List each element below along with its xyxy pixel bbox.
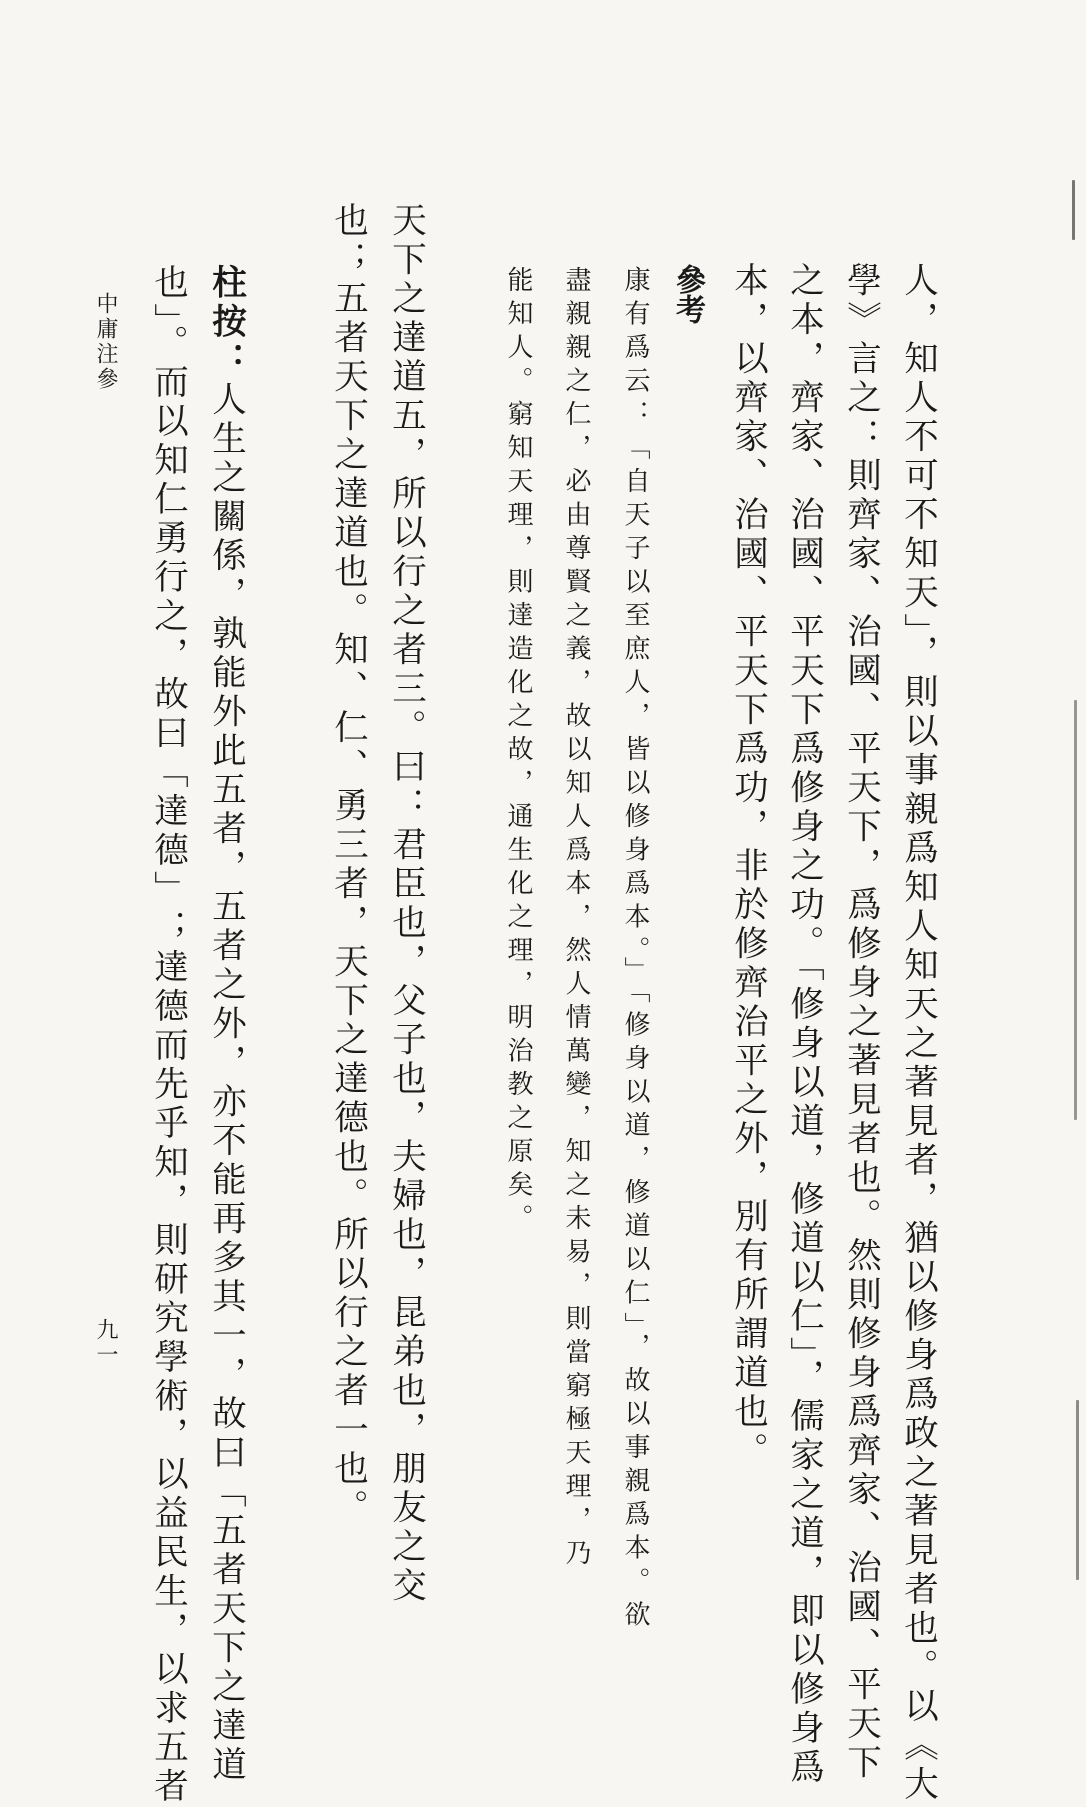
commentary-column: 也」。而以知仁勇行之，故曰「達德」；達德而先乎知，則研究學術，以益民生，以求五者 xyxy=(147,264,188,1807)
scan-edge-mark xyxy=(1072,180,1075,240)
classic-text-column: 也；五者天下之達道也。知、仁、勇三者，天下之達德也。所以行之者一也。 xyxy=(327,202,368,1528)
running-title: 中庸注參 xyxy=(93,292,118,392)
text-column: 之本，齊家、治國、平天下爲修身之功。「修身以道，修道以仁」，儒家之道，即以修身爲 xyxy=(783,262,824,1788)
text-column: 本，以齊家、治國、平天下爲功，非於修齊治平之外，別有所謂道也。 xyxy=(727,262,768,1471)
scan-edge-mark xyxy=(1074,700,1077,1120)
text-column: 學》言之：則齊家、治國、平天下，爲修身之著見者也。然則修身爲齊家、治國、平天下 xyxy=(840,262,881,1783)
text-column: 人，知人不可不知天」，則以事親爲知人知天之著見者，猶以修身爲政之著見者也。以《大 xyxy=(897,262,938,1805)
commentary-text: 人生之關係，孰能外此五者，五者之外，亦不能再多其一，故曰「五者天下之達道 xyxy=(205,381,246,1785)
quote-column: 能知人。窮知天理，則達造化之故，通生化之理，明治教之原矣。 xyxy=(503,266,533,1238)
scan-edge-mark xyxy=(1076,1400,1079,1580)
page-number: 九一 xyxy=(93,1318,118,1368)
quote-column: 盡親親之仁，必由尊賢之義，故以知人爲本，然人情萬變，知之未易，則當窮極天理，乃 xyxy=(561,266,591,1573)
commentary-column xyxy=(205,264,246,1785)
quote-column: 康有爲云：「自天子以至庶人，皆以修身爲本。」「修身以道，修道以仁」，故以事親爲本。欲 xyxy=(620,266,650,1634)
section-heading: 參考 xyxy=(670,264,705,324)
classic-text-column: 天下之達道五，所以行之者三。曰：君臣也，父子也，夫婦也，昆弟也，朋友之交 xyxy=(385,202,426,1606)
commentary-label: 柱按： xyxy=(205,264,246,381)
